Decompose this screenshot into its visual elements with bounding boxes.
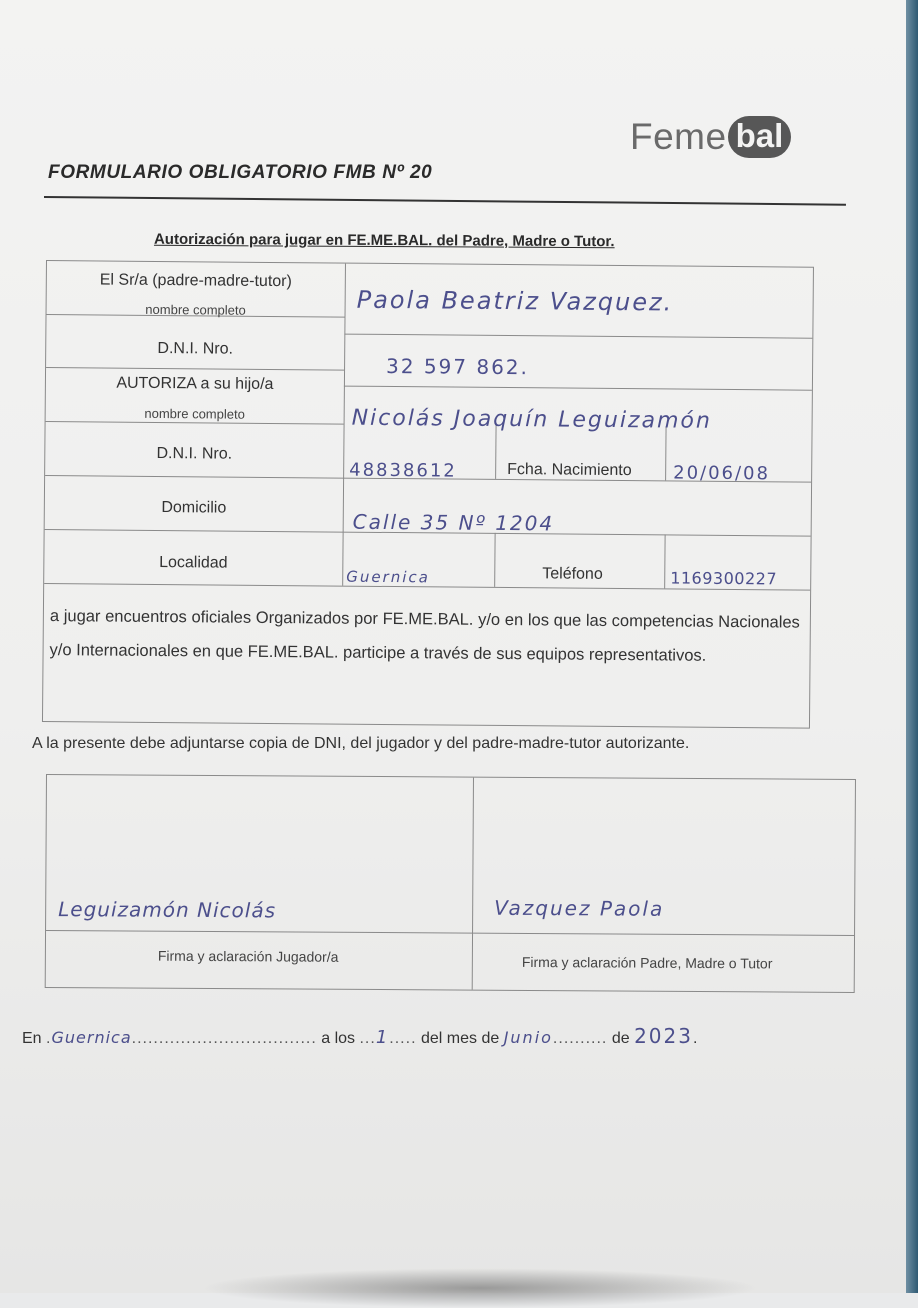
footer-place: Guernica [51,1028,132,1047]
guardian-signature: Vazquez Paola [494,895,665,921]
logo-badge: bal [728,116,792,158]
guardian-label: El Sr/a (padre-madre-tutor) [99,271,292,291]
row-divider [46,367,344,371]
guardian-signature-label: Firma y aclaración Padre, Madre o Tutor [521,953,773,972]
form-title: FORMULARIO OBLIGATORIO FMB Nº 20 [48,162,433,183]
attachment-notice: A la presente debe adjuntarse copia de DNI, del jugador y del padre-madre-tutor autorizante. [32,735,690,752]
form-subtitle: Autorización para jugar en FE.ME.BAL. del Padre, Madre o Tutor. [153,230,615,251]
footer-del-mes-de: del mes de [420,1030,500,1047]
footer-en: En [22,1030,42,1047]
background-edge [906,0,918,1293]
address-label: Domicilio [161,499,227,517]
signature-line [46,930,854,936]
column-divider [665,426,666,480]
birth-date-value: 20/06/08 [673,462,771,485]
column-divider [495,425,496,479]
locality-label: Localidad [159,553,228,572]
guardian-sublabel: nombre completo [145,301,246,318]
authorization-table [42,260,814,729]
footer-year: 2023 [634,1024,693,1048]
child-dni-label: D.N.I. Nro. [156,444,233,463]
logo-text: Feme [630,116,727,157]
column-divider [494,533,495,587]
birth-date-label: Fcha. Nacimiento [507,461,632,480]
child-name-value: Nicolás Joaquín Leguizamón [351,405,712,434]
row-divider [344,386,812,391]
player-signature: Leguizamón Nicolás [58,897,277,923]
photo-shadow [200,1268,760,1308]
player-signature-label: Firma y aclaración Jugador/a [157,947,339,965]
footer-de: de [611,1030,630,1047]
authorization-text: a jugar encuentros oficiales Organizados por FE.ME.BAL. y/o en los que las competencias Nacionales y/o Internacionales en que FE.ME.BAL. participe a través de sus equipos representativos. [49,607,800,665]
phone-value: 1169300227 [670,568,778,589]
footer-a-los: a los [321,1030,356,1047]
femebal-logo [630,112,791,162]
signature-divider [472,778,474,990]
child-label: AUTORIZA a su hijo/a [116,374,274,393]
footer-month: Junio [503,1028,553,1047]
footer-day: 1 [375,1027,390,1048]
place-date-line: En .Guernica.................................. a los ...1..... del mes de Junio.......... de 2023. [22,1024,698,1048]
guardian-name-value: Paola Beatriz Vazquez. [356,285,674,317]
row-divider [344,334,812,339]
locality-value: Guernica [346,567,430,587]
signature-box [45,774,856,993]
address-value: Calle 35 Nº 1204 [352,509,555,536]
guardian-dni-value: 32 597 862. [385,353,530,380]
column-divider [664,534,665,588]
child-sublabel: nombre completo [144,405,245,422]
child-dni-value: 48838612 [349,459,457,482]
phone-label: Teléfono [542,565,603,583]
guardian-dni-label: D.N.I. Nro. [157,339,234,358]
